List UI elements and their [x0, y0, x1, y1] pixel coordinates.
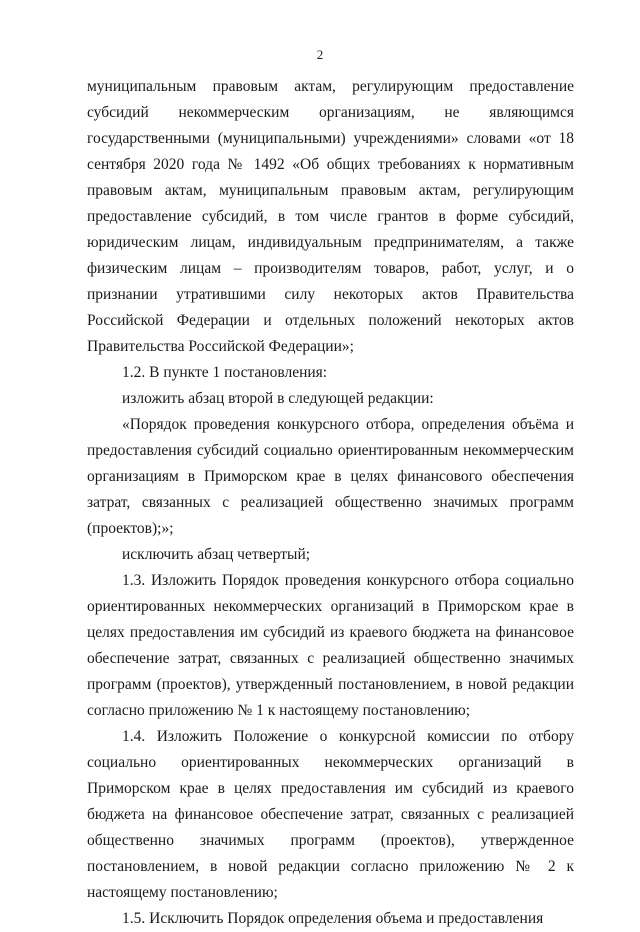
paragraph-1-5: 1.5. Исключить Порядок определения объема и предоставления: [122, 910, 544, 927]
paragraph-1-2: 1.2. В пункте 1 постановления:: [122, 364, 328, 381]
document-body: [87, 74, 574, 932]
paragraph-1-4: 1.4. Изложить Положение о конкурсной комиссии по отбору социально ориентированных некоммерческих организаций в Приморском крае в целях предоставления им субсидий из краевого бюджета на финансовое обеспечение затрат, связанных с реализацией общественно значимых программ (проектов), утвержденное постановлением, в новой редакции согласно приложению № 2 к настоящему постановлению;: [87, 728, 574, 901]
paragraph-exclude-instruction: исключить абзац четвертый;: [122, 546, 311, 563]
paragraph-amend-instruction: изложить абзац второй в следующей редакции:: [122, 390, 434, 407]
paragraph-continuation: муниципальным правовым актам, регулирующим предоставление субсидий некоммерческим организациям, не являющимся государственными (муниципальными) учреждениями» словами «от 18 сентября 2020 года № 1492 «Об общих требованиях к нормативным правовым актам, муниципальным правовым актам, регулирующим предоставление субсидий, в том числе грантов в форме субсидий, юридическим лицам, индивидуальным предпринимателям, а также физическим лицам – производителям товаров, работ, услуг, и о признании утратившими силу некоторых актов Правительства Российской Федерации и отдельных положений некоторых актов Правительства Российской Федерации»;: [87, 78, 574, 355]
paragraph-1-3: 1.3. Изложить Порядок проведения конкурсного отбора социально ориентированных некоммерческих организаций в Приморском крае в целях предоставления им субсидий из краевого бюджета на финансовое обеспечение затрат, связанных с реализацией общественно значимых программ (проектов), утвержденный постановлением, в новой редакции согласно приложению № 1 к настоящему постановлению;: [87, 572, 574, 719]
page-number: 2: [316, 47, 324, 62]
paragraph-quoted-text: «Порядок проведения конкурсного отбора, определения объёма и предоставления субсидий социально ориентированным некоммерческим организациям в Приморском крае в целях финансового обеспечения затрат, связанных с реализацией общественно значимых программ (проектов);»;: [87, 416, 574, 537]
